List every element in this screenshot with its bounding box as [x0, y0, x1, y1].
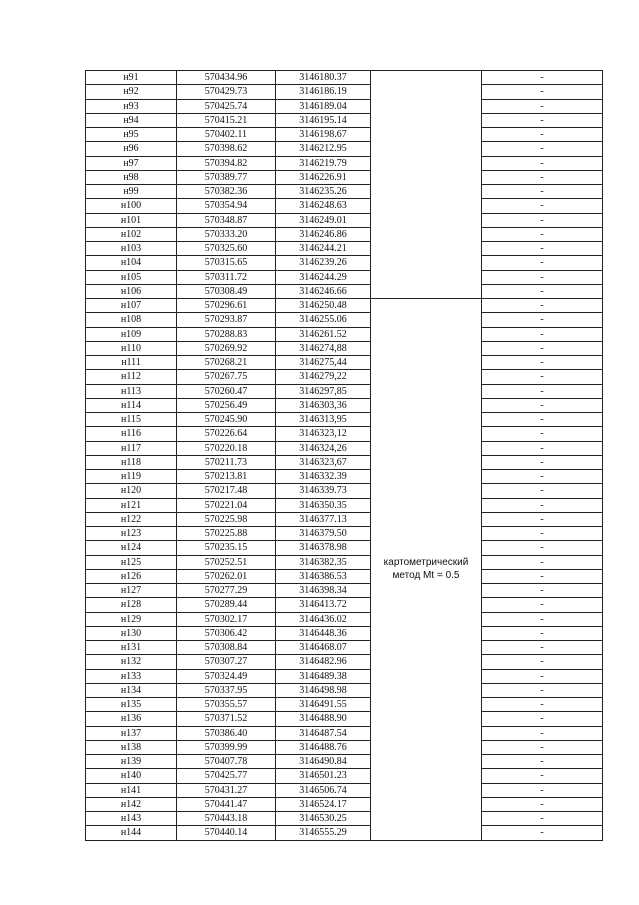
y-coordinate-cell: 3146212.95 [276, 142, 371, 156]
y-coordinate-cell: 3146323,12 [276, 427, 371, 441]
x-coordinate-cell: 570333.20 [177, 227, 276, 241]
x-coordinate-cell: 570277.29 [177, 584, 276, 598]
point-id-cell: н100 [86, 199, 177, 213]
x-coordinate-cell: 570245.90 [177, 413, 276, 427]
note-cell: - [482, 413, 603, 427]
note-cell: - [482, 441, 603, 455]
y-coordinate-cell: 3146250.48 [276, 299, 371, 313]
x-coordinate-cell: 570268.21 [177, 356, 276, 370]
table-row [86, 683, 603, 697]
y-coordinate-cell: 3146332.39 [276, 470, 371, 484]
note-cell: - [482, 484, 603, 498]
point-id-cell: н125 [86, 555, 177, 569]
note-cell: - [482, 170, 603, 184]
point-id-cell: н115 [86, 413, 177, 427]
x-coordinate-cell: 570296.61 [177, 299, 276, 313]
table-row [86, 626, 603, 640]
note-cell: - [482, 641, 603, 655]
note-cell: - [482, 755, 603, 769]
x-coordinate-cell: 570443.18 [177, 812, 276, 826]
point-id-cell: н118 [86, 455, 177, 469]
x-coordinate-cell: 570425.74 [177, 99, 276, 113]
point-id-cell: н95 [86, 128, 177, 142]
note-cell: - [482, 156, 603, 170]
table-row [86, 370, 603, 384]
y-coordinate-cell: 3146244.29 [276, 270, 371, 284]
y-coordinate-cell: 3146246.86 [276, 227, 371, 241]
note-cell: - [482, 113, 603, 127]
x-coordinate-cell: 570348.87 [177, 213, 276, 227]
x-coordinate-cell: 570225.98 [177, 512, 276, 526]
table-row [86, 398, 603, 412]
x-coordinate-cell: 570337.95 [177, 683, 276, 697]
y-coordinate-cell: 3146226.91 [276, 170, 371, 184]
table-row [86, 512, 603, 526]
table-row [86, 783, 603, 797]
table-row [86, 170, 603, 184]
y-coordinate-cell: 3146555.29 [276, 826, 371, 840]
point-id-cell: н141 [86, 783, 177, 797]
x-coordinate-cell: 570267.75 [177, 370, 276, 384]
x-coordinate-cell: 570211.73 [177, 455, 276, 469]
point-id-cell: н110 [86, 341, 177, 355]
point-id-cell: н122 [86, 512, 177, 526]
point-id-cell: н106 [86, 284, 177, 298]
y-coordinate-cell: 3146180.37 [276, 71, 371, 85]
y-coordinate-cell: 3146491.55 [276, 698, 371, 712]
coordinates-table-body [86, 71, 603, 841]
y-coordinate-cell: 3146198.67 [276, 128, 371, 142]
x-coordinate-cell: 570308.49 [177, 284, 276, 298]
table-row [86, 740, 603, 754]
note-cell: - [482, 655, 603, 669]
x-coordinate-cell: 570394.82 [177, 156, 276, 170]
note-cell: - [482, 85, 603, 99]
note-cell: - [482, 598, 603, 612]
point-id-cell: н113 [86, 384, 177, 398]
table-row [86, 270, 603, 284]
table-row [86, 341, 603, 355]
point-id-cell: н92 [86, 85, 177, 99]
x-coordinate-cell: 570429.73 [177, 85, 276, 99]
x-coordinate-cell: 570288.83 [177, 327, 276, 341]
x-coordinate-cell: 570402.11 [177, 128, 276, 142]
table-row [86, 569, 603, 583]
point-id-cell: н127 [86, 584, 177, 598]
note-cell: - [482, 284, 603, 298]
note-cell: - [482, 327, 603, 341]
table-row [86, 199, 603, 213]
point-id-cell: н128 [86, 598, 177, 612]
point-id-cell: н114 [86, 398, 177, 412]
note-cell: - [482, 142, 603, 156]
y-coordinate-cell: 3146239.26 [276, 256, 371, 270]
y-coordinate-cell: 3146195.14 [276, 113, 371, 127]
table-row [86, 185, 603, 199]
y-coordinate-cell: 3146436.02 [276, 612, 371, 626]
point-id-cell: н102 [86, 227, 177, 241]
y-coordinate-cell: 3146482.96 [276, 655, 371, 669]
y-coordinate-cell: 3146219.79 [276, 156, 371, 170]
table-row [86, 142, 603, 156]
table-row [86, 598, 603, 612]
table-row [86, 812, 603, 826]
y-coordinate-cell: 3146303,36 [276, 398, 371, 412]
x-coordinate-cell: 570324.49 [177, 669, 276, 683]
point-id-cell: н117 [86, 441, 177, 455]
y-coordinate-cell: 3146255.06 [276, 313, 371, 327]
table-row [86, 669, 603, 683]
note-cell: - [482, 826, 603, 840]
y-coordinate-cell: 3146488.90 [276, 712, 371, 726]
table-row [86, 356, 603, 370]
y-coordinate-cell: 3146413.72 [276, 598, 371, 612]
y-coordinate-cell: 3146235.26 [276, 185, 371, 199]
table-row [86, 256, 603, 270]
table-row [86, 498, 603, 512]
note-cell: - [482, 584, 603, 598]
point-id-cell: н140 [86, 769, 177, 783]
note-cell: - [482, 370, 603, 384]
note-cell: - [482, 470, 603, 484]
point-id-cell: н131 [86, 641, 177, 655]
y-coordinate-cell: 3146275,44 [276, 356, 371, 370]
point-id-cell: н101 [86, 213, 177, 227]
note-cell: - [482, 427, 603, 441]
point-id-cell: н136 [86, 712, 177, 726]
point-id-cell: н94 [86, 113, 177, 127]
note-cell: - [482, 455, 603, 469]
y-coordinate-cell: 3146501.23 [276, 769, 371, 783]
x-coordinate-cell: 570302.17 [177, 612, 276, 626]
y-coordinate-cell: 3146279,22 [276, 370, 371, 384]
point-id-cell: н96 [86, 142, 177, 156]
note-cell: - [482, 356, 603, 370]
x-coordinate-cell: 570307.27 [177, 655, 276, 669]
table-row [86, 213, 603, 227]
x-coordinate-cell: 570262.01 [177, 569, 276, 583]
x-coordinate-cell: 570221.04 [177, 498, 276, 512]
table-row [86, 726, 603, 740]
point-id-cell: н124 [86, 541, 177, 555]
point-id-cell: н105 [86, 270, 177, 284]
table-row [86, 769, 603, 783]
y-coordinate-cell: 3146339.73 [276, 484, 371, 498]
y-coordinate-cell: 3146382.35 [276, 555, 371, 569]
point-id-cell: н119 [86, 470, 177, 484]
note-cell: - [482, 726, 603, 740]
note-cell: - [482, 769, 603, 783]
table-row [86, 85, 603, 99]
note-cell: - [482, 797, 603, 811]
table-row [86, 284, 603, 298]
point-id-cell: н93 [86, 99, 177, 113]
point-id-cell: н91 [86, 71, 177, 85]
note-cell: - [482, 398, 603, 412]
point-id-cell: н130 [86, 626, 177, 640]
x-coordinate-cell: 570398.62 [177, 142, 276, 156]
y-coordinate-cell: 3146248.63 [276, 199, 371, 213]
x-coordinate-cell: 570252.51 [177, 555, 276, 569]
y-coordinate-cell: 3146379.50 [276, 527, 371, 541]
table-row [86, 455, 603, 469]
table-row [86, 71, 603, 85]
point-id-cell: н121 [86, 498, 177, 512]
x-coordinate-cell: 570399.99 [177, 740, 276, 754]
note-cell: - [482, 498, 603, 512]
note-cell: - [482, 213, 603, 227]
point-id-cell: н104 [86, 256, 177, 270]
x-coordinate-cell: 570389.77 [177, 170, 276, 184]
y-coordinate-cell: 3146398.34 [276, 584, 371, 598]
y-coordinate-cell: 3146490.84 [276, 755, 371, 769]
point-id-cell: н97 [86, 156, 177, 170]
y-coordinate-cell: 3146249.01 [276, 213, 371, 227]
point-id-cell: н98 [86, 170, 177, 184]
y-coordinate-cell: 3146244.21 [276, 242, 371, 256]
x-coordinate-cell: 570355.57 [177, 698, 276, 712]
y-coordinate-cell: 3146313,95 [276, 413, 371, 427]
point-id-cell: н139 [86, 755, 177, 769]
x-coordinate-cell: 570371.52 [177, 712, 276, 726]
table-row [86, 113, 603, 127]
table-row [86, 584, 603, 598]
table-row [86, 242, 603, 256]
point-id-cell: н109 [86, 327, 177, 341]
table-row [86, 755, 603, 769]
x-coordinate-cell: 570431.27 [177, 783, 276, 797]
y-coordinate-cell: 3146488.76 [276, 740, 371, 754]
table-row [86, 227, 603, 241]
x-coordinate-cell: 570441.47 [177, 797, 276, 811]
table-row [86, 612, 603, 626]
note-cell: - [482, 71, 603, 85]
x-coordinate-cell: 570434.96 [177, 71, 276, 85]
x-coordinate-cell: 570217.48 [177, 484, 276, 498]
note-cell: - [482, 270, 603, 284]
x-coordinate-cell: 570269.92 [177, 341, 276, 355]
x-coordinate-cell: 570308.84 [177, 641, 276, 655]
x-coordinate-cell: 570315.65 [177, 256, 276, 270]
note-cell: - [482, 242, 603, 256]
x-coordinate-cell: 570260.47 [177, 384, 276, 398]
note-cell: - [482, 527, 603, 541]
note-cell: - [482, 683, 603, 697]
note-cell: - [482, 341, 603, 355]
table-row [86, 641, 603, 655]
table-row [86, 655, 603, 669]
x-coordinate-cell: 570289.44 [177, 598, 276, 612]
table-row [86, 427, 603, 441]
y-coordinate-cell: 3146274,88 [276, 341, 371, 355]
y-coordinate-cell: 3146487.54 [276, 726, 371, 740]
y-coordinate-cell: 3146323,67 [276, 455, 371, 469]
note-cell: - [482, 185, 603, 199]
x-coordinate-cell: 570382.36 [177, 185, 276, 199]
point-id-cell: н135 [86, 698, 177, 712]
point-id-cell: н133 [86, 669, 177, 683]
x-coordinate-cell: 570311.72 [177, 270, 276, 284]
note-cell: - [482, 712, 603, 726]
x-coordinate-cell: 570306.42 [177, 626, 276, 640]
point-id-cell: н126 [86, 569, 177, 583]
note-cell: - [482, 313, 603, 327]
note-cell: - [482, 384, 603, 398]
point-id-cell: н132 [86, 655, 177, 669]
y-coordinate-cell: 3146448.36 [276, 626, 371, 640]
table-row [86, 484, 603, 498]
y-coordinate-cell: 3146378.98 [276, 541, 371, 555]
y-coordinate-cell: 3146498.98 [276, 683, 371, 697]
x-coordinate-cell: 570213.81 [177, 470, 276, 484]
table-row [86, 527, 603, 541]
note-cell: - [482, 612, 603, 626]
y-coordinate-cell: 3146524.17 [276, 797, 371, 811]
table-row [86, 384, 603, 398]
x-coordinate-cell: 570293.87 [177, 313, 276, 327]
x-coordinate-cell: 570225.88 [177, 527, 276, 541]
note-cell: - [482, 569, 603, 583]
coordinates-table [85, 70, 603, 841]
table-row [86, 413, 603, 427]
note-cell: - [482, 626, 603, 640]
table-row [86, 797, 603, 811]
point-id-cell: н144 [86, 826, 177, 840]
note-cell: - [482, 740, 603, 754]
point-id-cell: н138 [86, 740, 177, 754]
point-id-cell: н107 [86, 299, 177, 313]
point-id-cell: н123 [86, 527, 177, 541]
point-id-cell: н99 [86, 185, 177, 199]
y-coordinate-cell: 3146468.07 [276, 641, 371, 655]
x-coordinate-cell: 570354.94 [177, 199, 276, 213]
table-row [86, 441, 603, 455]
table-row [86, 299, 603, 313]
table-row [86, 555, 603, 569]
point-id-cell: н116 [86, 427, 177, 441]
table-row [86, 313, 603, 327]
note-cell: - [482, 541, 603, 555]
table-row [86, 470, 603, 484]
table-row [86, 698, 603, 712]
x-coordinate-cell: 570386.40 [177, 726, 276, 740]
point-id-cell: н111 [86, 356, 177, 370]
x-coordinate-cell: 570220.18 [177, 441, 276, 455]
table-row [86, 128, 603, 142]
point-id-cell: н108 [86, 313, 177, 327]
x-coordinate-cell: 570226.64 [177, 427, 276, 441]
table-row [86, 541, 603, 555]
note-cell: - [482, 812, 603, 826]
y-coordinate-cell: 3146506.74 [276, 783, 371, 797]
method-cell-group-2: картометрический метод Mt = 0.5 [371, 299, 482, 841]
note-cell: - [482, 783, 603, 797]
y-coordinate-cell: 3146324,26 [276, 441, 371, 455]
method-cell-group-1 [371, 71, 482, 299]
note-cell: - [482, 99, 603, 113]
y-coordinate-cell: 3146386.53 [276, 569, 371, 583]
y-coordinate-cell: 3146186.19 [276, 85, 371, 99]
point-id-cell: н143 [86, 812, 177, 826]
note-cell: - [482, 128, 603, 142]
y-coordinate-cell: 3146189.04 [276, 99, 371, 113]
note-cell: - [482, 299, 603, 313]
y-coordinate-cell: 3146261.52 [276, 327, 371, 341]
x-coordinate-cell: 570407.78 [177, 755, 276, 769]
note-cell: - [482, 555, 603, 569]
table-row [86, 99, 603, 113]
point-id-cell: н134 [86, 683, 177, 697]
table-row [86, 327, 603, 341]
y-coordinate-cell: 3146297,85 [276, 384, 371, 398]
note-cell: - [482, 227, 603, 241]
table-row [86, 826, 603, 840]
point-id-cell: н120 [86, 484, 177, 498]
y-coordinate-cell: 3146489.38 [276, 669, 371, 683]
x-coordinate-cell: 570256.49 [177, 398, 276, 412]
note-cell: - [482, 512, 603, 526]
y-coordinate-cell: 3146246.66 [276, 284, 371, 298]
x-coordinate-cell: 570415.21 [177, 113, 276, 127]
point-id-cell: н112 [86, 370, 177, 384]
y-coordinate-cell: 3146350.35 [276, 498, 371, 512]
x-coordinate-cell: 570235.15 [177, 541, 276, 555]
note-cell: - [482, 669, 603, 683]
y-coordinate-cell: 3146377.13 [276, 512, 371, 526]
x-coordinate-cell: 570325.60 [177, 242, 276, 256]
x-coordinate-cell: 570425.77 [177, 769, 276, 783]
point-id-cell: н142 [86, 797, 177, 811]
note-cell: - [482, 199, 603, 213]
table-row [86, 156, 603, 170]
note-cell: - [482, 698, 603, 712]
x-coordinate-cell: 570440.14 [177, 826, 276, 840]
point-id-cell: н137 [86, 726, 177, 740]
table-row [86, 712, 603, 726]
point-id-cell: н129 [86, 612, 177, 626]
point-id-cell: н103 [86, 242, 177, 256]
note-cell: - [482, 256, 603, 270]
y-coordinate-cell: 3146530.25 [276, 812, 371, 826]
